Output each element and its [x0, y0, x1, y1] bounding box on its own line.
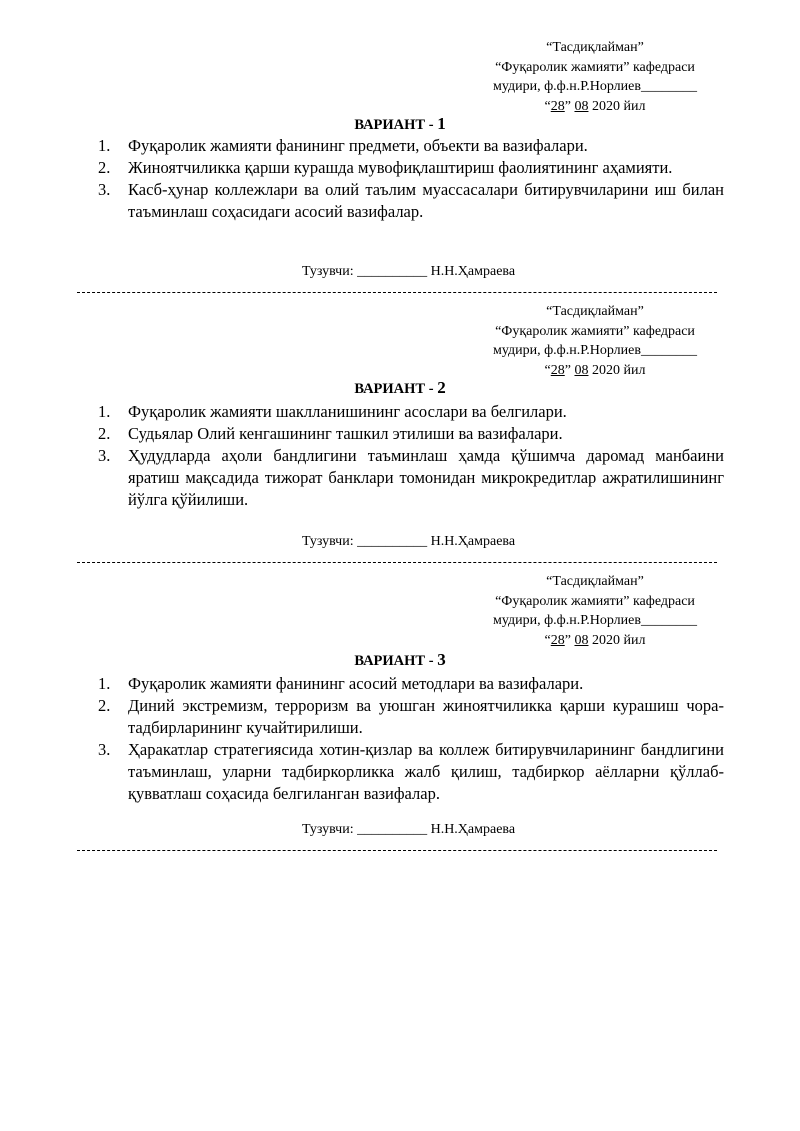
question-item: [90, 695, 724, 739]
question-list-1: [90, 135, 724, 223]
approval-head: мудири, ф.ф.н.Р.Норлиев________: [493, 79, 697, 94]
variant-title: ВАРИАНТ -: [354, 653, 434, 669]
question-item: [90, 673, 724, 695]
approval-date: “28” 08 2020 йил: [544, 98, 646, 114]
separator-line-1: [77, 292, 717, 293]
question-text: Фуқаролик жамияти фанининг асосий методлари ва вазифалари.: [128, 674, 584, 693]
approval-date: “28” 08 2020 йил: [544, 632, 646, 648]
question-number: 2.: [98, 424, 111, 443]
question-item: [90, 423, 724, 445]
question-text: Ҳаракатлар стратегиясида хотин-қизлар ва коллеж битирувчиларининг бандлигини таъминлаш, уларни тадбиркорликка жалб қилиш, тадбиркор аёлларни қўллаб-қувватлаш соҳасида белгиланган вазифалар.: [128, 740, 724, 803]
question-text: Фуқаролик жамияти шаклланишининг асослари ва белгилари.: [128, 402, 567, 421]
question-text: Диний экстремизм, терроризм ва уюшган жиноятчиликка қарши курашиш чора-тадбирларининг кучайтирилиши.: [128, 696, 724, 737]
approval-head: мудири, ф.ф.н.Р.Норлиев________: [493, 343, 697, 358]
variant-number: 3: [437, 650, 446, 669]
question-text: Ҳудудларда аҳоли бандлигини таъминлаш ҳамда қўшимча даромад манбаини яратиш мақсадида тижорат банклари томонидан микрокредитлар ажратилишининг йўлга қўйилиши.: [128, 446, 724, 509]
approval-year: 2020 йил: [591, 98, 646, 114]
variant-heading-3: [0, 650, 800, 671]
question-number: 2.: [98, 158, 111, 177]
question-text: Касб-ҳунар коллежлари ва олий таълим муассасалари битирувчиларини иш билан таъминлаш соҳасидаги асосий вазифалар.: [128, 180, 724, 221]
question-item: [90, 135, 724, 157]
approval-month: 08: [574, 632, 589, 648]
approval-month: 08: [574, 98, 589, 114]
variant-title: ВАРИАНТ -: [354, 381, 434, 397]
approval-day: 28: [550, 98, 565, 114]
approval-department: “Фуқаролик жамияти” кафедраси: [495, 323, 695, 339]
question-text: Судьялар Олий кенгашининг ташкил этилиши ва вазифалари.: [128, 424, 563, 443]
approval-date: “28” 08 2020 йил: [544, 362, 646, 378]
question-number: 3.: [98, 180, 111, 199]
approval-title: “Тасдиқлайман”: [546, 574, 644, 589]
variant-number: 2: [437, 378, 446, 397]
question-number: 2.: [98, 696, 111, 715]
variant-number: 1: [437, 114, 446, 133]
approval-day: 28: [550, 362, 565, 378]
approval-day: 28: [550, 632, 565, 648]
question-number: 1.: [98, 136, 111, 155]
question-text: Жиноятчиликка қарши курашда мувофиқлаштириш фаолиятининг аҳамияти.: [128, 158, 673, 177]
question-number: 3.: [98, 740, 111, 759]
approval-department: “Фуқаролик жамияти” кафедраси: [495, 59, 695, 75]
compiler-signature-1: Тузувчи: __________ Н.Н.Ҳамраева: [302, 264, 516, 279]
question-item: [90, 401, 724, 423]
approval-stamp-2: [470, 302, 720, 380]
approval-year: 2020 йил: [591, 632, 646, 648]
question-item: [90, 445, 724, 511]
question-item: [90, 157, 724, 179]
approval-stamp-3: [470, 572, 720, 650]
variant-title: ВАРИАНТ -: [354, 117, 434, 133]
approval-department: “Фуқаролик жамияти” кафедраси: [495, 593, 695, 609]
approval-title: “Тасдиқлайман”: [546, 304, 644, 319]
question-number: 1.: [98, 674, 111, 693]
separator-line-2: [77, 562, 717, 563]
question-text: Фуқаролик жамияти фанининг предмети, объекти ва вазифалари.: [128, 136, 588, 155]
question-list-3: [90, 673, 724, 805]
question-number: 3.: [98, 446, 111, 465]
variant-heading-1: [0, 114, 800, 135]
approval-year: 2020 йил: [591, 362, 646, 378]
compiler-signature-2: Тузувчи: __________ Н.Н.Ҳамраева: [302, 534, 516, 549]
separator-line-3: [77, 850, 717, 851]
approval-month: 08: [574, 362, 589, 378]
approval-stamp-1: [470, 38, 720, 116]
approval-title: “Тасдиқлайман”: [546, 40, 644, 55]
question-number: 1.: [98, 402, 111, 421]
question-item: [90, 179, 724, 223]
approval-head: мудири, ф.ф.н.Р.Норлиев________: [493, 613, 697, 628]
variant-heading-2: [0, 378, 800, 399]
question-item: [90, 739, 724, 805]
question-list-2: [90, 401, 724, 511]
compiler-signature-3: Тузувчи: __________ Н.Н.Ҳамраева: [302, 822, 516, 837]
